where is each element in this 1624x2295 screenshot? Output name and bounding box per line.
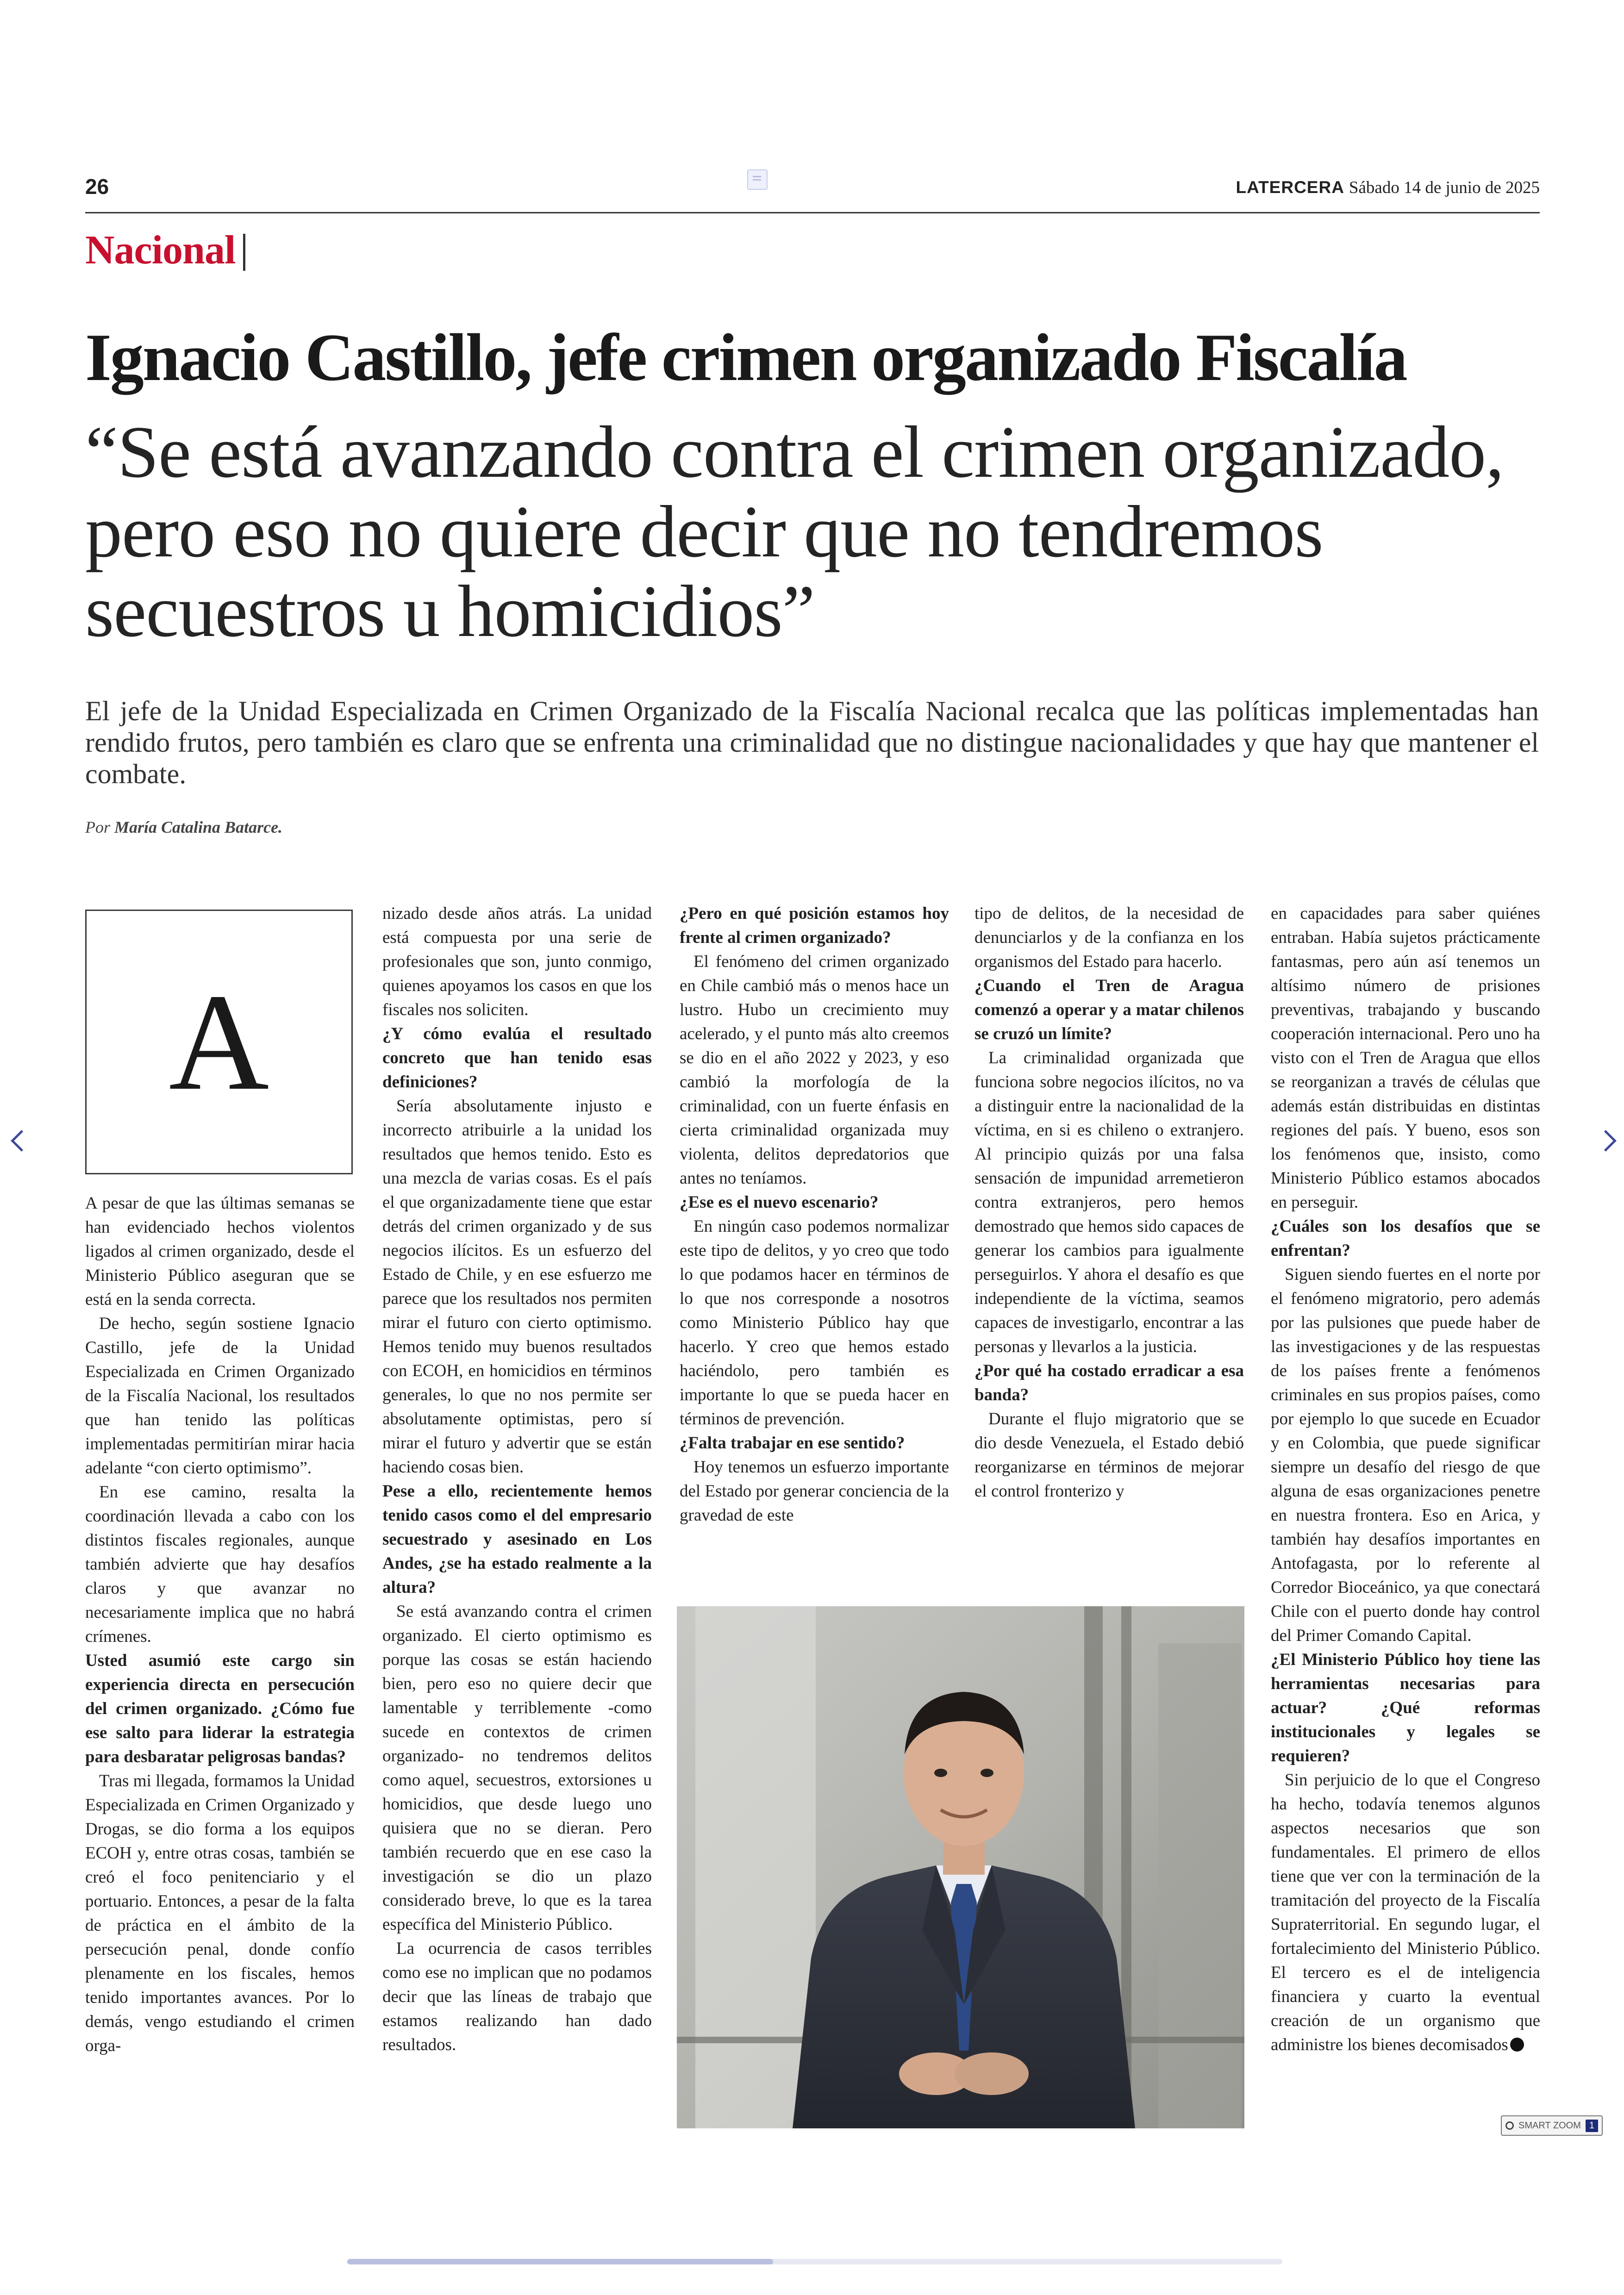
paragraph: El fenómeno del crimen organizado en Chile cambió más o menos hace un lustro. Hubo un crecimiento muy acelerado, y el punto más alto creemos se dio en el año 2022 y 2023, y eso cambió la morfología de la criminalidad, con un fuerte énfasis en cierta criminalidad organizada muy violenta, delitos depredatorios que antes no teníamos.	[680, 952, 949, 1188]
interview-question: ¿Falta trabajar en ese sentido?	[680, 1434, 905, 1453]
interview-question: ¿Cuando el Tren de Aragua comenzó a operar y a matar chilenos se cruzó un límite?	[974, 976, 1244, 1043]
paragraph: De hecho, según sostiene Ignacio Castillo, jefe de la Unidad Especializada en Crimen Organizado de la Fiscalía Nacional, los resultados que han tenido las políticas implementadas permitirían mirar hacia adelante “con cierto optimismo”.	[85, 1314, 355, 1478]
byline-prefix: Por	[85, 818, 110, 836]
scrollbar-thumb[interactable]	[347, 2259, 773, 2264]
interview-question: ¿Ese es el nuevo escenario?	[680, 1193, 879, 1212]
paragraph: Siguen siendo fuertes en el norte por el fenómeno migratorio, pero además por las pulsiones que puede haber de las investigaciones y de las respuestas de los países frente a fenómenos criminales en sus propios países, como por ejemplo lo que sucede en Ecuador y en Colombia, que puede significar siempre un desafío del riesgo de que alguna de esas organizaciones penetre en nuestra frontera. Eso en Arica, y también hay desafíos importantes en Antofagasta, por lo referente al Corredor Bioceánico, ya que conectará Chile con el puerto donde hay control del Primer Comando Capital.	[1271, 1265, 1540, 1645]
chevron-left-icon[interactable]	[11, 1130, 32, 1152]
paragraph-text: Sin perjuicio de lo que el Congreso ha hecho, todavía tenemos algunos aspectos necesarios que son fundamentales. El primero de ellos tiene que ver con la terminación de la tramitación del proyecto de la Fiscalía Supraterritorial. En segundo lugar, el fortalecimiento del Ministerio Público. El tercero es el de inteligencia financiera y cuarto la eventual creación de un organismo que administre los bienes decomisados	[1271, 1771, 1540, 2054]
chevron-right-icon[interactable]	[1595, 1130, 1617, 1152]
masthead	[1236, 178, 1540, 198]
article-column-5	[1271, 902, 1540, 2057]
end-mark-icon	[1510, 2038, 1524, 2052]
paragraph: En ningún caso podemos normalizar este tipo de delitos, y yo creo que todo lo que podamos hacer en términos de lo que nos corresponde a nosotros como Ministerio Público hay que hacerlo. Y creo que hemos estado haciéndolo, pero también es importante lo que se pueda hacer en términos de prevención.	[680, 1217, 949, 1428]
page-count-badge: 1	[1586, 2120, 1598, 2132]
article-column-1	[85, 1191, 355, 2058]
smart-zoom-button[interactable]	[1501, 2115, 1603, 2136]
portrait-photo	[677, 1606, 1244, 2128]
lead-paragraph: El jefe de la Unidad Especializada en Crimen Organizado de la Fiscalía Nacional recalca que las políticas implementadas han rendido frutos, pero también es claro que se enfrenta una criminalidad que no distingue nacionalidades y que hay que mantener el combate.	[85, 696, 1539, 789]
interview-question: ¿Cuáles son los desafíos que se enfrentan?	[1271, 1217, 1540, 1260]
paragraph: Sería absolutamente injusto e incorrecto atribuirle a la unidad los resultados que hemos tenido. Esto es una mezcla de varias cosas. Es el país el que organizadamente tiene que estar detrás del crimen organizado y de sus negocios ilícitos. Es un esfuerzo del Estado de Chile, y en ese esfuerzo me parece que los resultados nos permiten mirar el futuro con cierto optimismo. Hemos tenido muy buenos resultados con ECOH, en homicidios en términos generales, lo que no nos permite ser absolutamente optimistas, pero sí mirar el futuro y advertir que se están haciendo cosas bien.	[382, 1097, 652, 1477]
interview-question: ¿Por qué ha costado erradicar a esa banda?	[974, 1361, 1244, 1404]
paragraph: Tras mi llegada, formamos la Unidad Especializada en Crimen Organizado y Drogas, se dio forma a los equipos ECOH y, entre otras cosas, también se creó el foco penitenciario y el portuario. Entonces, a pesar de la falta de práctica en el ámbito de la persecución penal, donde confío plenamente en los fiscales, hemos tenido importantes avances. Por lo demás, vengo estudiando el crimen orga-	[85, 1771, 355, 2055]
paragraph: nizado desde años atrás. La unidad está compuesta por una serie de profesionales que son, junto conmigo, quienes apoyamos los casos en que los fiscales nos soliciten.	[382, 904, 652, 1019]
paragraph: Se está avanzando contra el crimen organizado. El cierto optimismo es porque las cosas se están haciendo bien, pero eso no quiere decir que lamentable y terriblemente -como sucede en contextos de crimen organizado- no tendremos delitos como aquel, secuestros, extorsiones u homicidios, que desde luego uno quisiera que no se dieran. Pero también recuerdo que en ese caso la investigación se dio un plazo considerado breve, lo que es la tarea específica del Ministerio Público.	[382, 1602, 652, 1934]
paragraph: Hoy tenemos un esfuerzo importante del Estado por generar conciencia de la gravedad de este	[680, 1458, 949, 1525]
magnifier-icon	[1505, 2121, 1514, 2130]
interview-question: ¿El Ministerio Público hoy tiene las herramientas necesarias para actuar? ¿Qué reformas institucionales y legales se requieren?	[1271, 1650, 1540, 1765]
paragraph: tipo de delitos, de la necesidad de denunciarlos y de la confianza en los organismos del Estado para hacerlo.	[974, 904, 1244, 971]
article-column-3	[680, 902, 949, 1528]
paragraph: Durante el flujo migratorio que se dio desde Venezuela, el Estado debió reorganizarse en términos de mejorar el control fronterizo y	[974, 1409, 1244, 1501]
byline	[85, 817, 282, 837]
portrait-illustration	[677, 1606, 1244, 2128]
newspaper-brand: LATERCERA	[1236, 178, 1344, 197]
interview-question: Usted asumió este cargo sin experiencia directa en persecución del crimen organizado. ¿Cómo fue ese salto para liderar la estrategia para desbaratar peligrosas bandas?	[85, 1651, 355, 1766]
paragraph: en capacidades para saber quiénes entraban. Había sujetos prácticamente fantasmas, pero aún así tenemos un altísimo número de prisiones preventivas, trabajando y buscando cooperación internacional. Pero uno ha visto con el Tren de Aragua que ellos se reorganizan a través de células que además están distribuidas en distintas regiones del país. Y bueno, esos son los fenómenos que, insisto, como Ministerio Público estamos abocados en perseguir.	[1271, 904, 1540, 1212]
paragraph: A pesar de que las últimas semanas se han evidenciado hechos violentos ligados al crimen organizado, desde el Ministerio Público aseguran que se está en la senda correcta.	[85, 1194, 355, 1309]
paragraph: La criminalidad organizada que funciona sobre negocios ilícitos, no va a distinguir entre la nacionalidad de la víctima, en si es chileno o extranjero. Al principio quizás por una falsa sensación de impunidad arremetieron contra extranjeros, pero hemos demostrado que hemos sido capaces de generar los cambios para igualmente perseguirlos. Y ahora el desafío es que independiente de la víctima, seamos capaces de investigarlo, encontrar a las personas y llevarlos a la justicia.	[974, 1048, 1244, 1356]
issue-date: Sábado 14 de junio de 2025	[1349, 178, 1540, 197]
interview-question: ¿Y cómo evalúa el resultado concreto que han tenido esas definiciones?	[382, 1024, 652, 1091]
interview-question: Pese a ello, recientemente hemos tenido casos como el del empresario secuestrado y asesinado en Los Andes, ¿se ha estado realmente a la altura?	[382, 1482, 652, 1597]
interview-question: ¿Pero en qué posición estamos hoy frente al crimen organizado?	[680, 904, 949, 947]
article-column-2	[382, 902, 652, 2057]
page-thumbnail-icon[interactable]	[747, 169, 768, 190]
header-rule	[85, 212, 1540, 213]
paragraph: La ocurrencia de casos terribles como ese no implican que no podamos decir que las líneas de trabajo que estamos realizando han dado resultados.	[382, 1939, 652, 2054]
headline: Ignacio Castillo, jefe crimen organizado Fiscalía	[85, 320, 1406, 395]
dropcap-box	[85, 910, 353, 1174]
headline-quote: “Se está avanzando contra el crimen organizado, pero eso no quiere decir que no tendremos secuestros u homicidios”	[85, 411, 1504, 652]
dropcap-letter: A	[169, 965, 269, 1119]
section-label: Nacional	[85, 228, 236, 273]
smart-zoom-label: SMART ZOOM	[1518, 2120, 1581, 2131]
article-column-4	[974, 902, 1244, 1503]
page-number: 26	[85, 175, 109, 199]
paragraph: En ese camino, resalta la coordinación llevada a cabo con los distintos fiscales regionales, aunque también advierte que hay desafíos claros y que avanzar no necesariamente implica que no habrá crímenes.	[85, 1483, 355, 1646]
paragraph	[1271, 1768, 1540, 2057]
byline-author: María Catalina Batarce.	[114, 818, 283, 836]
section-divider	[243, 234, 245, 271]
